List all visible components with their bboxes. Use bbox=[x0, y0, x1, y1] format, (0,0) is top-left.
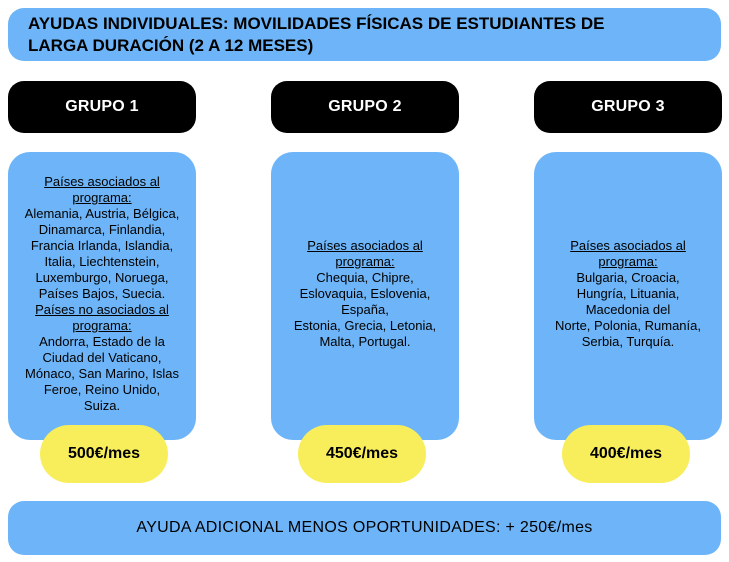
group-3-amount-badge: 400€/mes bbox=[562, 425, 690, 483]
group-3-associated-heading-line-1: Países asociados al bbox=[570, 238, 686, 253]
group-3-country-line: Serbia, Turquía. bbox=[581, 334, 675, 349]
group-3-associated-heading-line-2: programa: bbox=[598, 254, 658, 269]
group-1-amount-badge: 500€/mes bbox=[40, 425, 168, 483]
title-banner bbox=[8, 8, 721, 61]
group-2-header: GRUPO 2 bbox=[271, 81, 459, 133]
group-3-header: GRUPO 3 bbox=[534, 81, 722, 133]
additional-aid-banner bbox=[8, 501, 721, 555]
group-1-country-line: Alemania, Austria, Bélgica, bbox=[24, 206, 180, 221]
group-3-countries-card bbox=[534, 152, 722, 440]
group-1-non-associated-line: Feroe, Reino Unido, bbox=[43, 382, 161, 397]
group-1-non-associated-line: Suiza. bbox=[83, 398, 121, 413]
group-2-countries-card bbox=[271, 152, 459, 440]
group-2-country-line: España, bbox=[341, 302, 389, 317]
group-3-country-line: Macedonia del bbox=[585, 302, 671, 317]
additional-aid-text: AYUDA ADICIONAL MENOS OPORTUNIDADES: + 250€/mes bbox=[136, 519, 593, 536]
group-1-country-line: Italia, Liechtenstein, bbox=[44, 254, 160, 269]
group-3-country-line: Bulgaria, Croacia, bbox=[576, 270, 680, 285]
title-line-2: LARGA DURACIÓN (2 A 12 MESES) bbox=[28, 36, 314, 55]
group-2-associated-heading-line-1: Países asociados al bbox=[307, 238, 423, 253]
group-2-country-line: Eslovaquia, Eslovenia, bbox=[299, 286, 431, 301]
group-1-non-associated-heading-line-2: programa: bbox=[72, 318, 132, 333]
group-1-header: GRUPO 1 bbox=[8, 81, 196, 133]
group-2-amount-badge: 450€/mes bbox=[298, 425, 426, 483]
group-1-countries-card bbox=[8, 152, 196, 440]
title-line-1: AYUDAS INDIVIDUALES: MOVILIDADES FÍSICAS DE ESTUDIANTES DE bbox=[28, 14, 605, 33]
group-3-country-line: Norte, Polonia, Rumanía, bbox=[555, 318, 701, 333]
group-1-non-associated-line: Andorra, Estado de la bbox=[39, 334, 165, 349]
group-1-non-associated-line: Ciudad del Vaticano, bbox=[42, 350, 162, 365]
group-2-associated-heading-line-2: programa: bbox=[335, 254, 395, 269]
group-1-country-line: Países Bajos, Suecia. bbox=[38, 286, 166, 301]
group-1-non-associated-heading-line-1: Países no asociados al bbox=[35, 302, 169, 317]
group-1-non-associated-line: Mónaco, San Marino, Islas bbox=[25, 366, 179, 381]
group-2-country-line: Chequia, Chipre, bbox=[316, 270, 414, 285]
group-1-country-line: Dinamarca, Finlandia, bbox=[38, 222, 166, 237]
group-1-associated-heading-line-2: programa: bbox=[72, 190, 132, 205]
group-2-country-line: Malta, Portugal. bbox=[319, 334, 411, 349]
group-1-country-line: Francia Irlanda, Islandia, bbox=[30, 238, 174, 253]
group-1-associated-heading-line-1: Países asociados al bbox=[44, 174, 160, 189]
group-2-country-line: Estonia, Grecia, Letonia, bbox=[293, 318, 437, 333]
group-1-country-line: Luxemburgo, Noruega, bbox=[35, 270, 169, 285]
group-3-country-line: Hungría, Lituania, bbox=[576, 286, 680, 301]
